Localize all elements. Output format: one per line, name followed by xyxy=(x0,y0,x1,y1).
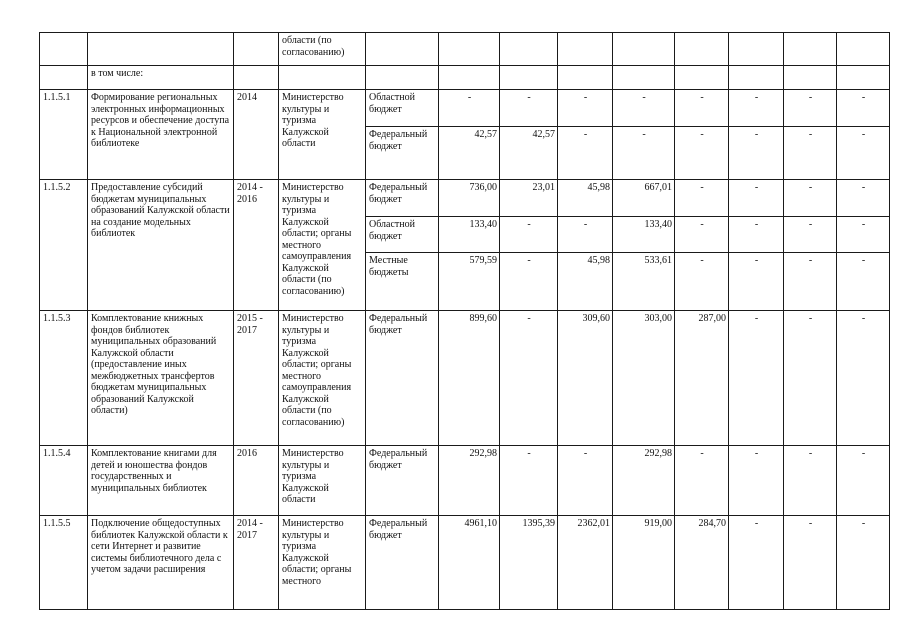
amount-cell: 899,60 xyxy=(439,311,500,446)
measure-row xyxy=(40,446,890,516)
amount-cell: 284,70 xyxy=(675,516,729,610)
measure-years: 2014 - 2016 xyxy=(234,180,279,311)
amount-cell: 133,40 xyxy=(439,217,500,253)
amount-cell: - xyxy=(837,180,890,217)
amount-cell: - xyxy=(729,446,784,516)
measure-years: 2014 xyxy=(234,90,279,180)
measure-agency: Министерство культуры и туризма Калужской области; органы местного самоуправления Калужской области (по согласованию) xyxy=(279,311,366,446)
table-cell xyxy=(784,33,837,66)
funding-source: Федеральный бюджет xyxy=(366,516,439,610)
amount-cell: - xyxy=(558,90,613,127)
amount-cell: 133,40 xyxy=(613,217,675,253)
table-cell xyxy=(500,33,558,66)
amount-cell: - xyxy=(613,127,675,180)
measure-years: 2014 - 2017 xyxy=(234,516,279,610)
measure-agency: Министерство культуры и туризма Калужской области; органы местного xyxy=(279,516,366,610)
amount-cell: - xyxy=(675,90,729,127)
table-cell xyxy=(729,33,784,66)
amount-cell: - xyxy=(784,446,837,516)
amount-cell: - xyxy=(729,180,784,217)
amount-cell: 2362,01 xyxy=(558,516,613,610)
amount-cell: - xyxy=(558,446,613,516)
amount-cell: 579,59 xyxy=(439,253,500,311)
measure-row xyxy=(40,180,890,217)
measure-name: Предоставление субсидий бюджетам муниципальных образований Калужской области на создание модельных библиотек xyxy=(88,180,234,311)
funding-source: Областной бюджет xyxy=(366,217,439,253)
table-cell xyxy=(88,33,234,66)
budget-table xyxy=(39,32,890,610)
amount-cell: 292,98 xyxy=(439,446,500,516)
amount-cell: - xyxy=(837,516,890,610)
amount-cell: - xyxy=(729,253,784,311)
amount-cell: - xyxy=(675,253,729,311)
measure-agency: Министерство культуры и туризма Калужской области xyxy=(279,446,366,516)
table-cell xyxy=(439,33,500,66)
amount-cell: - xyxy=(837,446,890,516)
amount-cell: - xyxy=(500,311,558,446)
subheading-row xyxy=(40,66,890,90)
amount-cell: 533,61 xyxy=(613,253,675,311)
table-cell xyxy=(729,66,784,90)
measure-code: 1.1.5.4 xyxy=(40,446,88,516)
measure-row xyxy=(40,90,890,127)
measure-agency: Министерство культуры и туризма Калужской области xyxy=(279,90,366,180)
table-cell xyxy=(784,66,837,90)
table-cell xyxy=(558,33,613,66)
amount-cell: - xyxy=(729,516,784,610)
amount-cell: 919,00 xyxy=(613,516,675,610)
funding-source: Местные бюджеты xyxy=(366,253,439,311)
table-cell xyxy=(439,66,500,90)
funding-source: Федеральный бюджет xyxy=(366,180,439,217)
amount-cell: - xyxy=(784,516,837,610)
amount-cell: 287,00 xyxy=(675,311,729,446)
table-cell xyxy=(40,66,88,90)
amount-cell: - xyxy=(837,253,890,311)
amount-cell: - xyxy=(500,446,558,516)
measure-code: 1.1.5.1 xyxy=(40,90,88,180)
table-cell xyxy=(366,33,439,66)
agency-cell: области (по согласованию) xyxy=(279,33,366,66)
measure-row xyxy=(40,516,890,610)
table-body xyxy=(40,33,890,610)
measure-years: 2015 - 2017 xyxy=(234,311,279,446)
amount-cell: 42,57 xyxy=(500,127,558,180)
continuation-row xyxy=(40,33,890,66)
funding-source: Федеральный бюджет xyxy=(366,446,439,516)
amount-cell: 23,01 xyxy=(500,180,558,217)
table-cell xyxy=(837,66,890,90)
amount-cell: - xyxy=(784,311,837,446)
amount-cell: - xyxy=(558,127,613,180)
amount-cell: 292,98 xyxy=(613,446,675,516)
measure-years: 2016 xyxy=(234,446,279,516)
measure-name: Формирование региональных электронных информационных ресурсов и обеспечение доступа к Национальной электронной библиотеке xyxy=(88,90,234,180)
amount-cell: 1395,39 xyxy=(500,516,558,610)
amount-cell: - xyxy=(837,217,890,253)
measure-name: Комплектование книгами для детей и юношества фондов государственных и муниципальных библиотек xyxy=(88,446,234,516)
amount-cell: - xyxy=(784,253,837,311)
amount-cell: - xyxy=(500,90,558,127)
amount-cell: - xyxy=(837,127,890,180)
amount-cell: 667,01 xyxy=(613,180,675,217)
funding-source: Областной бюджет xyxy=(366,90,439,127)
amount-cell: 736,00 xyxy=(439,180,500,217)
amount-cell: 45,98 xyxy=(558,180,613,217)
table-cell xyxy=(234,33,279,66)
subheading-cell: в том числе: xyxy=(88,66,234,90)
amount-cell: - xyxy=(729,311,784,446)
funding-source: Федеральный бюджет xyxy=(366,311,439,446)
amount-cell: - xyxy=(729,90,784,127)
measure-row xyxy=(40,311,890,446)
amount-cell: - xyxy=(784,180,837,217)
amount-cell: - xyxy=(500,253,558,311)
table-cell xyxy=(366,66,439,90)
table-cell xyxy=(500,66,558,90)
measure-code: 1.1.5.5 xyxy=(40,516,88,610)
table-cell xyxy=(40,33,88,66)
measure-name: Комплектование книжных фондов библиотек муниципальных образований Калужской области (предоставление иных межбюджетных трансфертов бюджетам муниципальных образований Калужской области) xyxy=(88,311,234,446)
funding-source: Федеральный бюджет xyxy=(366,127,439,180)
table-cell xyxy=(558,66,613,90)
table-cell xyxy=(675,66,729,90)
amount-cell: - xyxy=(784,90,837,127)
table-cell xyxy=(837,33,890,66)
amount-cell: - xyxy=(784,127,837,180)
amount-cell: - xyxy=(558,217,613,253)
table-cell xyxy=(279,66,366,90)
table-cell xyxy=(613,33,675,66)
measure-code: 1.1.5.2 xyxy=(40,180,88,311)
amount-cell: - xyxy=(439,90,500,127)
amount-cell: - xyxy=(675,217,729,253)
amount-cell: - xyxy=(837,311,890,446)
amount-cell: - xyxy=(729,217,784,253)
amount-cell: 4961,10 xyxy=(439,516,500,610)
amount-cell: 303,00 xyxy=(613,311,675,446)
table-cell xyxy=(613,66,675,90)
table-cell xyxy=(234,66,279,90)
measure-agency: Министерство культуры и туризма Калужской области; органы местного самоуправления Калужской области (по согласованию) xyxy=(279,180,366,311)
amount-cell: - xyxy=(613,90,675,127)
amount-cell: - xyxy=(675,180,729,217)
measure-code: 1.1.5.3 xyxy=(40,311,88,446)
table-cell xyxy=(675,33,729,66)
amount-cell: - xyxy=(729,127,784,180)
amount-cell: - xyxy=(500,217,558,253)
amount-cell: - xyxy=(784,217,837,253)
amount-cell: - xyxy=(675,127,729,180)
amount-cell: 42,57 xyxy=(439,127,500,180)
amount-cell: 45,98 xyxy=(558,253,613,311)
amount-cell: - xyxy=(675,446,729,516)
amount-cell: 309,60 xyxy=(558,311,613,446)
measure-name: Подключение общедоступных библиотек Калужской области к сети Интернет и развитие системы библиотечного дела с учетом задачи расширения xyxy=(88,516,234,610)
amount-cell: - xyxy=(837,90,890,127)
